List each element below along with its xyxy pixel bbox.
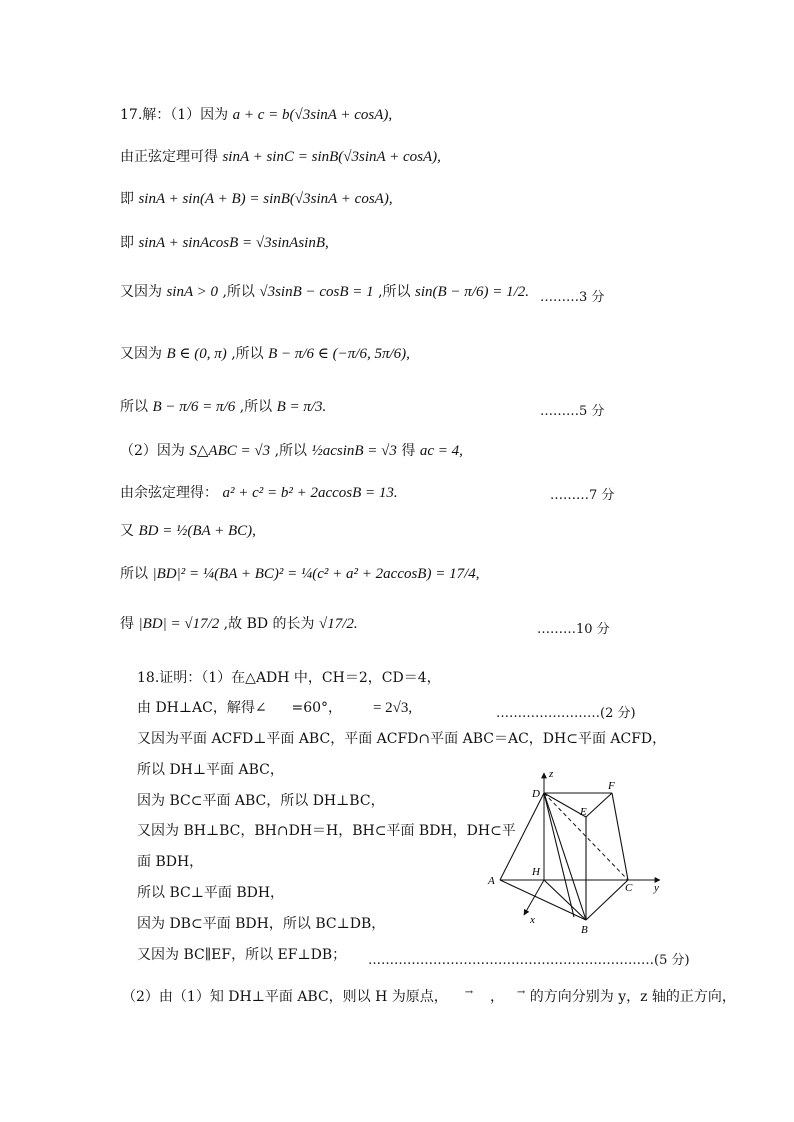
p18-line-2 (137, 701, 412, 716)
p17-line-8-text-b: ,所以 (274, 443, 308, 459)
score-5: ………5 分 (540, 404, 605, 419)
p17-sine-law-equation: sinA + sinC = sinB(√3sinA + cosA), (222, 149, 441, 165)
p18-line-11-text-b: ， (490, 989, 504, 1005)
p17-area: S△ABC = √3 (189, 443, 271, 459)
x-axis (524, 880, 544, 915)
p18-score-5: …………………………………………………………(5 分) (368, 953, 690, 968)
score-7: ………7 分 (550, 488, 615, 503)
p17-line-5-text-a: 又因为 (120, 284, 162, 300)
p17-line-5 (120, 285, 529, 300)
p17-line-3-text: 即 (120, 191, 134, 207)
p17-given-equation: a + c = b(√3sinA + cosA), (232, 107, 393, 123)
p17-vector-bd: BD = ½(BA + BC), (138, 523, 256, 539)
p17-line-9-text: 由余弦定理得： (120, 485, 218, 501)
score-10: ………10 分 (537, 622, 610, 637)
p18-line-9: 因为 DB⊂平面 BDH，所以 BC⊥DB， (137, 916, 386, 932)
label-A: A (488, 875, 495, 887)
solid-figure-svg (482, 765, 682, 945)
p17-line-12-text-b: ,故 BD 的长为 (223, 616, 315, 632)
p18-line-8: 所以 BC⊥平面 BDH， (137, 885, 285, 901)
label-x: x (530, 914, 535, 926)
p17-line-6 (120, 347, 410, 362)
p18-vector-arrow-1: → (464, 987, 474, 998)
p17-line-10 (120, 524, 256, 539)
p17-vector-bd-squared: |BD|² = ¼(BA + BC)² = ¼(c² + a² + 2accosB) = 17/4, (152, 566, 480, 582)
p18-line-11-text-a: （2）由（1）知 DH⊥平面 ABC，则以 H 为原点， (122, 989, 448, 1005)
p18-line-2-text-a: 由 DH⊥AC，解得∠ (137, 700, 267, 716)
p18-line-5: 因为 BC⊂平面 ABC，所以 DH⊥BC， (137, 793, 385, 809)
p17-line-2-text: 由正弦定理可得 (120, 149, 218, 165)
p17-angle-range: B − π/6 ∈ (−π/6, 5π/6), (268, 346, 410, 362)
p17-line-5-text-c: ,所以 (378, 284, 411, 300)
p17-cosine-law-equation: a² + c² = b² + 2accosB = 13. (222, 485, 398, 501)
p17-line-6-text-a: 又因为 (120, 346, 162, 362)
p17-line-5-text-b: ,所以 (222, 284, 255, 300)
p17-expanded-equation: sinA + sin(A + B) = sinB(√3sinA + cosA), (138, 191, 393, 207)
p17-line-4-text: 即 (120, 235, 134, 251)
p18-line-10-text: 又因为 BC∥EF，所以 EF⊥DB； (137, 947, 347, 963)
p17-bd-magnitude: |BD| = √17/2 (138, 616, 220, 632)
p17-line-12 (120, 617, 358, 632)
p17-line-8 (120, 444, 463, 459)
p17-line-11 (120, 567, 480, 582)
label-y: y (654, 882, 659, 894)
p17-line-7 (120, 400, 326, 415)
p17-line-7-text-b: ,所以 (239, 399, 273, 415)
p18-line-2-text-b: =60°， (291, 700, 343, 716)
p18-line-11 (122, 988, 736, 1004)
p17-line-6-text-b: ,所以 (231, 346, 264, 362)
p18-line-7: 面 BDH， (137, 854, 204, 870)
p17-B-range: B ∈ (0, π) (166, 346, 227, 362)
p17-bd-length: √17/2. (319, 616, 358, 632)
p18-line-10 (137, 948, 346, 962)
p17-sinA-positive: sinA > 0 (166, 284, 218, 300)
label-D: D (532, 788, 540, 800)
p17-ac-value: ac = 4, (419, 443, 463, 459)
p17-sin-result: sin(B − π/6) = 1/2. (415, 284, 530, 300)
p18-vector-arrow-2: → (516, 987, 526, 998)
label-B: B (581, 924, 588, 936)
p17-line-7-text-a: 所以 (120, 399, 148, 415)
p17-line-8-text-c: 得 (401, 443, 416, 459)
label-E: E (580, 806, 587, 818)
p17-line-11-text: 所以 (120, 566, 148, 582)
p17-line-2 (120, 150, 441, 165)
p17-simplified-equation: sinA + sinAcosB = √3sinAsinB, (138, 235, 329, 251)
p18-line-1: 18.证明：（1）在△ADH 中，CH＝2，CD＝4， (137, 670, 441, 686)
label-H: H (532, 866, 540, 878)
solid-edges (500, 793, 628, 920)
p17-title: 17.解：（1）因为 (120, 107, 229, 123)
p18-line-3: 又因为平面 ACFD⊥平面 ABC，平面 ACFD∩平面 ABC＝AC，DH⊂平面 ACFD， (137, 731, 667, 747)
label-z: z (549, 768, 554, 780)
p17-angle-equation: B − π/6 = π/6 (152, 399, 236, 415)
label-C: C (625, 882, 633, 894)
p18-line-11-text-c: 的方向分别为 y，z 轴的正方向， (529, 989, 736, 1005)
p17-B-value: B = π/3. (276, 399, 327, 415)
geometry-figure (482, 765, 682, 945)
p17-line-4 (120, 236, 329, 251)
p17-sinB-cosB-equation: √3sinB − cosB = 1 (259, 284, 374, 300)
p17-line-10-text: 又 (120, 523, 134, 539)
p17-line-1 (120, 108, 392, 123)
score-3: ………3 分 (540, 290, 605, 305)
p18-score-2: ……………………(2 分) (496, 706, 636, 721)
p17-line-3 (120, 192, 393, 207)
label-F: F (608, 780, 615, 792)
p18-line-6: 又因为 BH⊥BC，BH∩DH＝H，BH⊂平面 BDH，DH⊂平 (137, 823, 516, 839)
p18-line-4: 所以 DH⊥平面 ABC， (137, 762, 284, 778)
p17-line-8-text-a: （2）因为 (120, 443, 185, 459)
p17-line-12-text-a: 得 (120, 616, 134, 632)
p18-length-value: = 2√3, (372, 700, 413, 716)
p17-area-formula: ½acsinB = √3 (311, 443, 397, 459)
p17-line-9 (120, 486, 398, 501)
